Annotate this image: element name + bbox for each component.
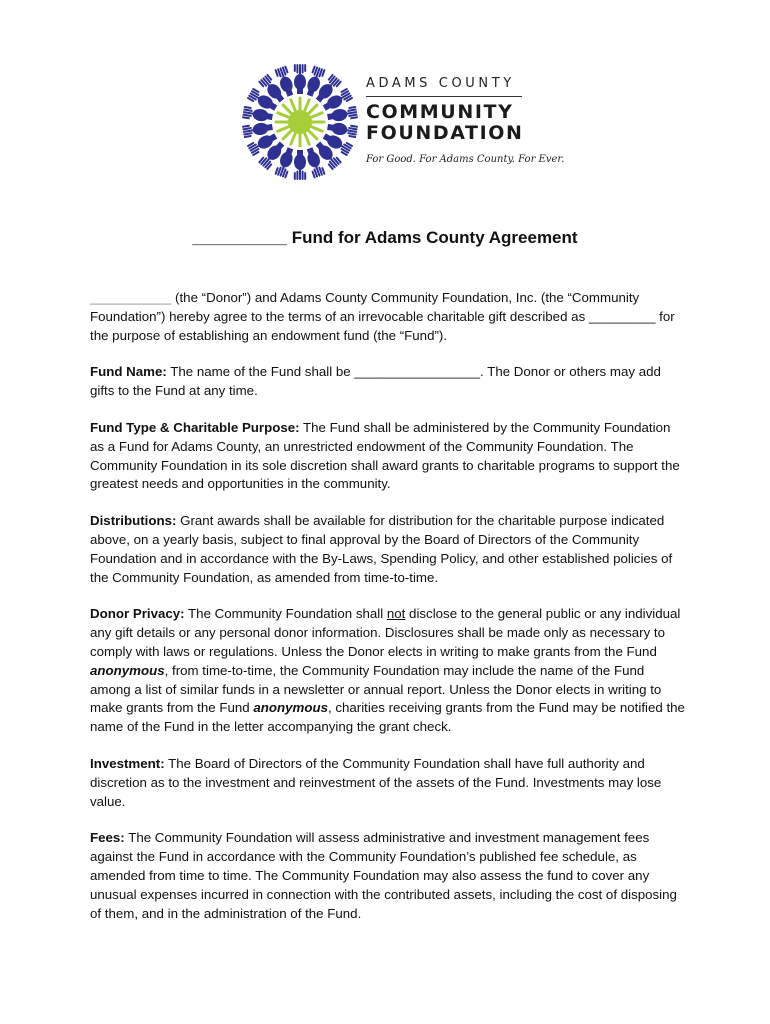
intro-text: (the “Donor”) and Adams County Community Foundation, Inc. (the “Community Foundation”) hereby agree to the terms of an irrevocable charitable gift described as _________ for the purpose of establishing an endowment fund (the “Fund”). [90,290,675,343]
distributions-label: Distributions: [90,513,177,529]
foundation-logo [240,62,565,192]
fees-label: Fees: [90,830,125,846]
fees-paragraph [90,829,686,923]
sun-ray-icon [305,100,310,111]
sun-ray-icon [308,130,316,138]
donor-privacy-text-1: The Community Foundation shall [184,606,387,622]
donor-privacy-not: not [386,606,406,622]
donor-privacy-paragraph [90,605,686,737]
fund-type-paragraph [90,419,686,494]
fund-type-label: Fund Type & Charitable Purpose: [90,419,300,435]
investment-label: Investment: [90,755,165,771]
sun-ray-icon [278,127,289,132]
logo-line-community: COMMUNITY [366,101,514,123]
sun-ray-icon [283,130,291,138]
sun-ray-icon [278,113,289,118]
intro-paragraph [90,289,686,345]
hand-icon [326,121,358,138]
logo-wordmark [366,76,565,165]
sun-hands-logo-icon [240,62,360,182]
donor-privacy-text-3: , from time-to-time, the Community Foundation may include the name of the Fund among a list of similar funds in a newsletter or annual report. Unless the Donor elects in writing to make grants from the Fund [90,662,662,716]
distributions-text: Grant awards shall be available for distribution for the charitable purpose indicated above, on a yearly basis, subject to final approval by the Board of Directors of the Community Foundation and in accordance with the By-Laws, Spending Policy, and other established policies of the Community Foundation, as amended from time-to-time. [90,513,673,585]
logo-line-foundation: FOUNDATION [366,122,524,144]
fund-name-text: The name of the Fund shall be _________________. The Donor or others may add gifts to the Fund at any time. [90,364,661,399]
fund-name-paragraph [90,363,686,401]
sun-ray-icon [305,133,310,144]
donor-privacy-label: Donor Privacy: [90,606,185,622]
sun-ray-icon [291,100,296,111]
document-body [90,289,686,941]
donor-blank: ___________ [90,290,172,305]
donor-privacy-anonymous-2: anonymous [253,700,328,716]
hand-icon [242,106,274,123]
donor-privacy-anonymous-1: anonymous [90,662,165,678]
logo-line-adams-county: ADAMS COUNTY [366,76,522,97]
investment-paragraph [90,755,686,811]
investment-text: The Board of Directors of the Community Foundation shall have full authority and discretion as to the investment and reinvestment of the assets of the Fund. Investments may lose value. [90,755,662,809]
sun-ray-icon [308,105,316,113]
document-title: __________ Fund for Adams County Agreement [192,228,578,247]
hand-icon [294,64,306,94]
sun-ray-icon [311,113,322,118]
sun-ray-icon [311,127,322,132]
sun-ray-icon [283,105,291,113]
fund-type-text: The Fund shall be administered by the Community Foundation as a Fund for Adams County, an unrestricted endowment of the Community Foundation. The Community Foundation in its sole discretion shall award grants to charitable programs to support the greatest needs and opportunities in the community. [90,419,680,492]
fund-name-label: Fund Name: [90,364,167,380]
fees-text: The Community Foundation will assess administrative and investment management fees against the Fund in accordance with the Community Foundation’s published fee schedule, as amended from time to time. The Community Foundation may also assess the fund to cover any unusual expenses incurred in connection with the contributed assets, including the cost of disposing of them, and in the administration of the Fund. [90,830,677,921]
hand-icon [294,150,306,180]
donor-privacy-text-2: disclose to the general public or any individual any gift details or any personal donor information. Disclosures shall be made only as necessary to comply with laws or regulations. Unless the Donor elects in writing to make grants from the Fund [90,606,681,659]
hand-icon [326,106,358,123]
hand-icon [242,121,274,138]
distributions-paragraph [90,512,686,587]
logo-tagline: For Good. For Adams County. For Ever. [366,154,565,165]
donor-privacy-text-4: , charities receiving grants from the Fund may be notified the name of the Fund in the letter accompanying the grant check. [90,700,685,735]
sun-icon [288,110,312,134]
sun-ray-icon [291,133,296,144]
